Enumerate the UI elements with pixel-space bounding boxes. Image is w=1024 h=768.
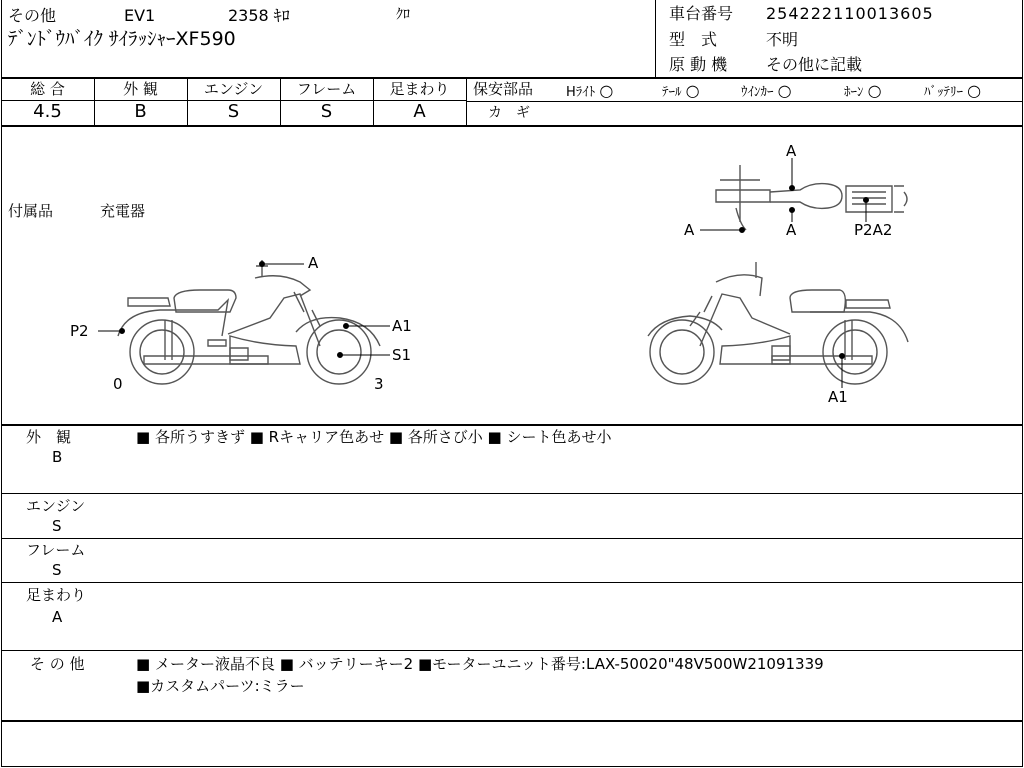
left-rear-tick: 0 [113,375,123,393]
grade-value-exterior: B [134,101,147,122]
left-front-tick: 3 [374,375,384,393]
frame-number: 254222110013605 [766,4,934,23]
safety-item-horn: ﾎｰﾝ ○ [844,81,882,100]
accessories-label: 付属品 [8,202,54,220]
remark-label-frame: フレーム [26,541,86,559]
callout-left-front-fender: A1 [392,317,412,335]
engine-type-value: その他に記載 [766,55,863,74]
remark-grade-exterior: B [52,448,63,466]
grade-value-suspension: A [413,101,426,122]
remark-text-other-1: ■ メーター液晶不良 ■ バッテリーキー2 ■モーターユニット番号:LAX-50020"48V500W21091339 [136,655,824,673]
grade-value-engine: S [227,101,240,122]
callout-top-left: A [684,221,695,239]
remark-grade-engine: S [52,517,62,535]
type-label: 型 式 [669,30,718,49]
remarks-divider [1,538,1022,539]
safety-item-tail: ﾃｰﾙ ○ [662,81,700,100]
grade-label-suspension: 足まわり [389,80,450,98]
remarks-divider [1,582,1022,583]
remarks-divider [1,650,1022,651]
accessories-value: 充電器 [100,202,146,220]
safety-item-winker: ｳｲﾝｶｰ ○ [741,81,792,100]
callout-left-handle: A [308,254,319,272]
mileage: 2358 ｷﾛ [228,6,290,25]
safety-item-headlight: Hﾗｲﾄ ○ [566,81,614,100]
grade-label-exterior: 外 観 [123,80,158,98]
right-side-bike-diagram [648,262,908,384]
remark-label-exterior: 外 観 [26,428,72,446]
grade-label-overall: 総 合 [30,80,65,98]
left-side-bike-diagram [118,260,380,384]
remark-grade-frame: S [52,561,62,579]
venue-code: EV1 [124,6,156,25]
engine-type-label: 原 動 機 [669,55,728,74]
category-label: その他 [8,6,57,25]
safety-parts-label: 保安部品 [473,80,534,98]
remarks-bottom-line [1,720,1022,722]
frame-number-label: 車台番号 [669,4,734,23]
key-label: カ ギ [488,105,530,121]
diagram-callouts [98,158,869,388]
remark-label-engine: エンジン [26,497,86,515]
remark-text-other-2: ■カスタムパーツ:ミラー [136,677,305,695]
remark-grade-suspension: A [52,608,63,626]
remarks-top-line [1,424,1022,426]
callout-right-wheel: A1 [828,388,848,406]
callout-left-front-wheel: S1 [392,346,412,364]
callout-top-upper: A [786,142,797,160]
callout-top-rear: P2A2 [854,221,893,239]
type-value: 不明 [766,30,799,49]
color: ｸﾛ [396,7,410,23]
model-name: ﾃﾞﾝﾄﾞｳﾊﾞｲｸ ｻｲﾗｯｼｬｰXF590 [8,28,236,50]
safety-item-battery: ﾊﾞｯﾃﾘｰ ○ [924,81,982,100]
callout-left-rear: P2 [70,322,89,340]
grade-value-overall: 4.5 [33,101,62,122]
callout-top-mid: A [786,221,797,239]
remark-text-exterior: ■ 各所うすきず ■ Rキャリア色あせ ■ 各所さび小 ■ シート色あせ小 [136,428,612,446]
remarks-divider [1,493,1022,494]
grade-value-frame: S [320,101,333,122]
grade-label-engine: エンジン [203,80,264,98]
remark-label-suspension: 足まわり [26,586,87,604]
grade-label-frame: フレーム [296,80,357,98]
remark-label-other: そ の 他 [30,655,85,673]
